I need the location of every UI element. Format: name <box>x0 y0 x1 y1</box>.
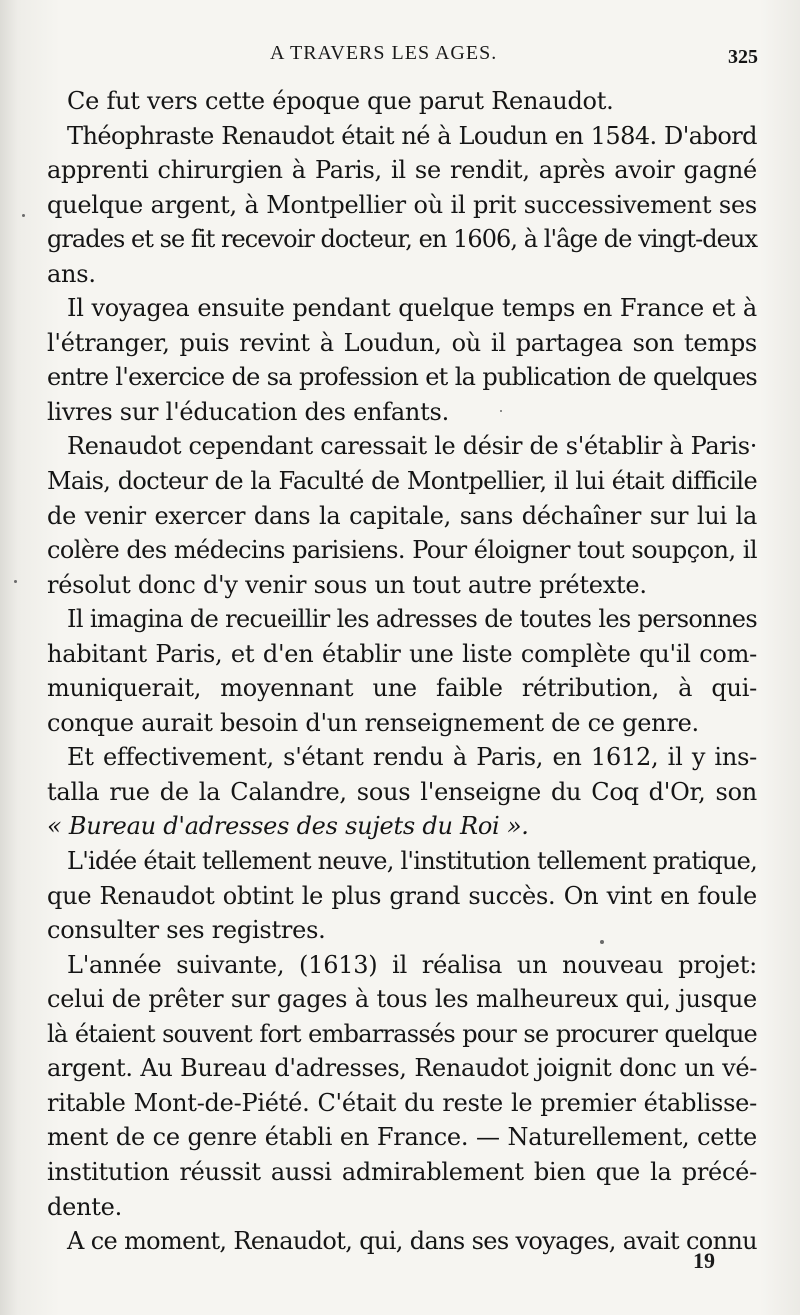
text-line: Il voyagea ensuite pendant quelque temps en France et à <box>67 294 757 323</box>
text-line: livres sur l'éducation des enfants. <box>47 397 449 426</box>
print-speck <box>600 940 604 944</box>
text-line: entre l'exercice de sa profession et la publication de quelques <box>47 363 757 392</box>
text-line: grades et se fit recevoir docteur, en 1606, à l'âge de vingt-deux <box>47 225 758 254</box>
signature-mark: 19 <box>693 1248 715 1273</box>
text-line: Théophraste Renaudot était né à Loudun en 1584. D'abord <box>67 121 757 150</box>
text-line: talla rue de la Calandre, sous l'enseigne du Coq d'Or, son <box>47 777 757 806</box>
text-line: muniquerait, moyennant une faible rétribution, à qui- <box>47 674 757 703</box>
text-line: consulter ses registres. <box>47 916 326 945</box>
text-line: que Renaudot obtint le plus grand succès. On vint en foule <box>47 881 757 910</box>
text-line: L'idée était tellement neuve, l'institution tellement pratique, <box>67 847 757 876</box>
page-number: 325 <box>728 46 758 68</box>
text-line: là étaient souvent fort embarrassés pour se procurer quelque <box>47 1019 757 1048</box>
running-head <box>0 42 800 72</box>
text-line: Et effectivement, s'étant rendu à Paris, en 1612, il y ins- <box>67 743 757 772</box>
text-line: résolut donc d'y venir sous un tout autre prétexte. <box>47 570 647 599</box>
text-line: Il imagina de recueillir les adresses de toutes les personnes <box>67 605 757 634</box>
text-line: institution réussit aussi admirablement bien que la précé- <box>47 1157 757 1186</box>
text-line: « Bureau d'adresses des sujets du Roi ». <box>47 812 529 841</box>
print-speck <box>500 410 502 412</box>
text-line: Ce fut vers cette époque que parut Renaudot. <box>67 87 614 115</box>
text-line: Mais, docteur de la Faculté de Montpellier, il lui était difficile <box>47 467 757 496</box>
text-line: quelque argent, à Montpellier où il prit successivement ses <box>47 190 757 219</box>
text-line: ment de ce genre établi en France. — Naturellement, cette <box>47 1123 757 1152</box>
text-line: Renaudot cependant caressait le désir de s'établir à Paris· <box>67 432 757 461</box>
print-speck <box>14 580 17 583</box>
text-line: L'année suivante, (1613) il réalisa un nouveau projet: <box>67 950 757 979</box>
text-line: conque aurait besoin d'un renseignement de ce genre. <box>47 708 699 737</box>
text-line: habitant Paris, et d'en établir une liste complète qu'il com- <box>47 639 757 668</box>
text-line: argent. Au Bureau d'adresses, Renaudot joignit donc un vé- <box>47 1054 757 1083</box>
text-line: de venir exercer dans la capitale, sans déchaîner sur lui la <box>47 501 757 530</box>
text-line: colère des médecins parisiens. Pour éloigner tout soupçon, il <box>47 536 757 565</box>
text-line: l'étranger, puis revint à Loudun, où il partagea son temps <box>47 328 757 357</box>
running-title: A TRAVERS LES AGES. <box>270 42 498 64</box>
text-line: ans. <box>47 259 96 288</box>
text-line: apprenti chirurgien à Paris, il se rendit, après avoir gagné <box>47 156 757 185</box>
text-line: dente. <box>47 1192 122 1221</box>
print-speck <box>22 214 25 217</box>
text-line: A ce moment, Renaudot, qui, dans ses voyages, avait connu <box>67 1227 757 1256</box>
text-line: celui de prêter sur gages à tous les malheureux qui, jusque <box>47 985 757 1014</box>
body-text <box>47 84 757 1259</box>
text-line: ritable Mont-de-Piété. C'était du reste le premier établisse- <box>47 1088 757 1117</box>
